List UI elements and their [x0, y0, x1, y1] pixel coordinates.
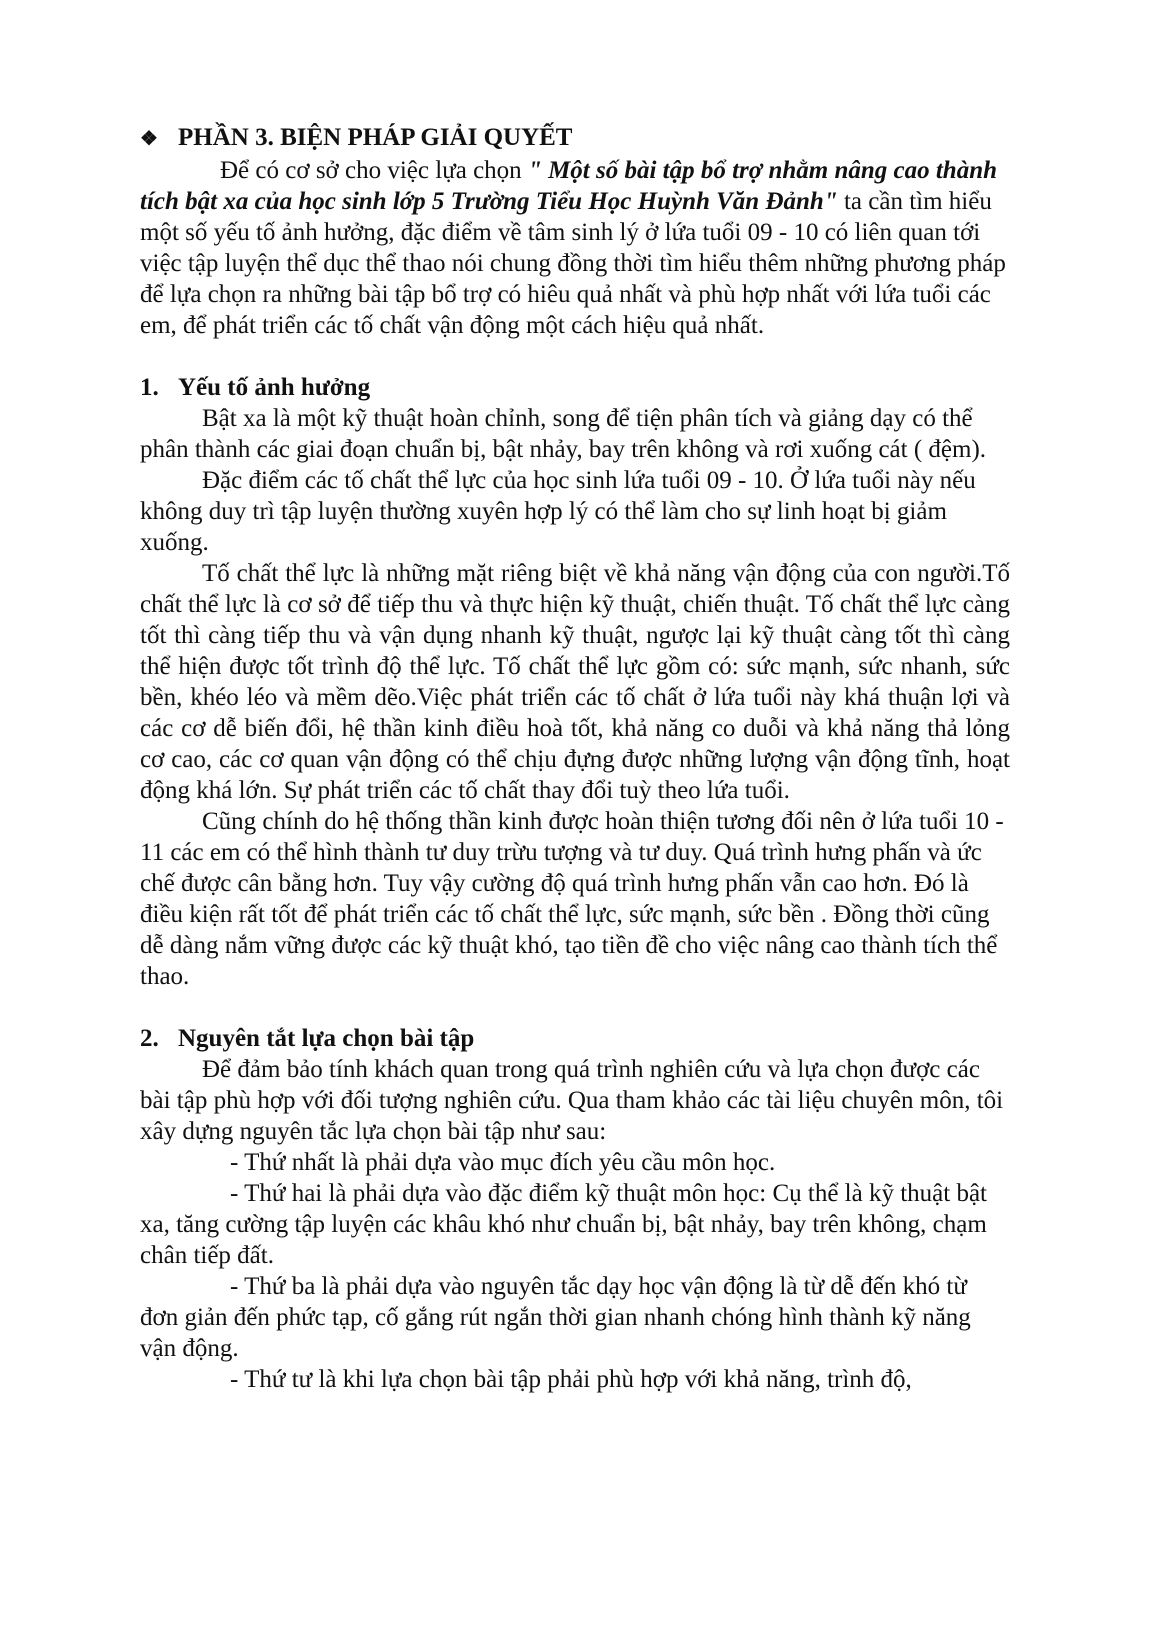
rule-item: - Thứ tư là khi lựa chọn bài tập phải phù hợp với khả năng, trình độ,	[230, 1366, 912, 1393]
heading-nguyen-tac	[140, 1023, 1010, 1054]
intro-paragraph	[140, 155, 1010, 341]
heading-title: Nguyên tắt lựa chọn bài tập	[178, 1025, 475, 1052]
intro-lead: Để có cơ sở cho việc lựa chọn	[220, 157, 528, 184]
paragraph: Cũng chính do hệ thống thần kinh được hoàn thiện tương đối nên ở lứa tuổi 10 - 11 các em có thể hình thành tư duy trừu tượng và tư duy. Quá trình hưng phấn và ức chế được cân bằng hơn. Tuy vậy cường độ quá trình hưng phấn vẫn cao hơn. Đó là điều kiện rất tốt để phát triển các tố chất thể lực, sức mạnh, sức bền . Đồng thời cũng dễ dàng nắm vững được các kỹ thuật khó, tạo tiền đề cho việc nâng cao thành tích thể thao.	[140, 808, 1004, 990]
intro-emphasis: " Một số bài tập bổ trợ nhằm nâng cao thành tích bật xa của học sinh lớp 5 Trường Tiểu Học Huỳnh Văn Đảnh"	[140, 157, 998, 215]
paragraph: Đặc điểm các tố chất thể lực của học sinh lứa tuổi 09 - 10. Ở lứa tuổi này nếu không duy trì tập luyện thường xuyên hợp lý có thể làm cho sự linh hoạt bị giảm xuống.	[140, 467, 976, 556]
paragraph: Để đảm bảo tính khách quan trong quá trình nghiên cứu và lựa chọn được các bài tập phù hợp với đối tượng nghiên cứu. Qua tham khảo các tài liệu chuyên môn, tôi xây dựng nguyên tắc lựa chọn bài tập như sau:	[140, 1056, 1004, 1145]
diamond-bullet-icon: ❖	[140, 128, 158, 150]
spacer	[140, 992, 1010, 1023]
spacer	[140, 341, 1010, 372]
rule-item: - Thứ hai là phải dựa vào đặc điểm kỹ thuật môn học: Cụ thể là kỹ thuật bật xa, tăng cường tập luyện các khâu khó như chuẩn bị, bật nhảy, bay trên không, chạm chân tiếp đất.	[140, 1180, 988, 1269]
section-title: PHẦN 3. BIỆN PHÁP GIẢI QUYẾT	[178, 124, 573, 151]
paragraph: Bật xa là một kỹ thuật hoàn chỉnh, song để tiện phân tích và giảng dạy có thể phân thành các giai đoạn chuẩn bị, bật nhảy, bay trên không và rơi xuống cát ( đệm).	[140, 405, 987, 463]
rule-item: - Thứ nhất là phải dựa vào mục đích yêu cầu môn học.	[230, 1149, 776, 1176]
heading-number: 2.	[140, 1025, 159, 1052]
heading-title: Yếu tố ảnh hưởng	[178, 374, 371, 401]
heading-number: 1.	[140, 374, 159, 401]
paragraph: Tố chất thể lực là những mặt riêng biệt về khả năng vận động của con người.Tố chất thể lực là cơ sở để tiếp thu và thực hiện kỹ thuật, chiến thuật. Tố chất thể lực càng tốt thì càng tiếp thu và vận dụng nhanh kỹ thuật, ngược lại kỹ thuật càng tốt thì càng thể hiện được tốt trình độ thể lực. Tố chất thể lực gồm có: sức mạnh, sức nhanh, sức bền, khéo léo và mềm dẽo.Việc phát triển các tố chất ở lứa tuổi này khá thuận lợi và các cơ dễ biến đổi, hệ thần kinh điều hoà tốt, khả năng co duỗi và khả năng thả lỏng cơ cao, các cơ quan vận động có thể chịu đựng được những lượng vận động tĩnh, hoạt động khá lớn. Sự phát triển các tố chất thay đổi tuỳ theo lứa tuổi.	[140, 560, 1010, 804]
heading-yeu-to	[140, 372, 1010, 403]
page-content	[140, 122, 1010, 1395]
section-heading	[140, 122, 1010, 155]
rule-item: - Thứ ba là phải dựa vào nguyên tắc dạy học vận động là từ dễ đến khó từ đơn giản đến phức tạp, cố gắng rút ngắn thời gian nhanh chóng hình thành kỹ năng vận động.	[140, 1273, 971, 1362]
intro-rest: ta cần tìm hiểu một số yếu tố ảnh hưởng, đặc điểm về tâm sinh lý ở lứa tuổi 09 - 10 có liên quan tới việc tập luyện thể dục thể thao nói chung đồng thời tìm hiểu thêm những phương pháp để lựa chọn ra những bài tập bổ trợ có hiêu quả nhất và phù hợp nhất với lứa tuổi các em, để phát triển các tố chất vận động một cách hiệu quả nhất.	[140, 188, 1006, 339]
